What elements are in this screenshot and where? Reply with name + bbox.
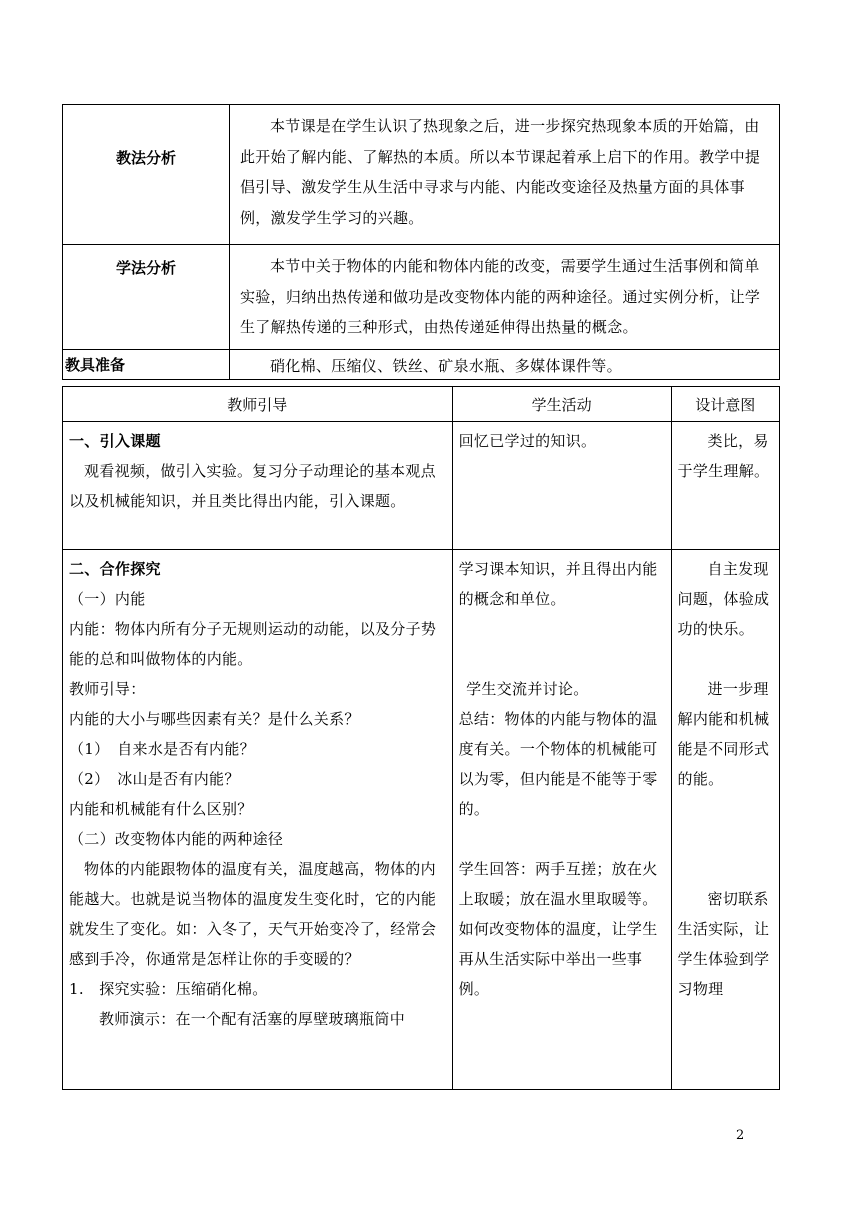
- explore-student-cell: [452, 550, 671, 1090]
- header-student-activity: 学生活动: [452, 387, 671, 422]
- lesson-analysis-table: [62, 104, 780, 380]
- intro-intent-cell: [671, 422, 779, 550]
- teaching-method-content: 本节课是在学生认识了热现象之后，进一步探究热现象本质的开始篇，由此开始了解内能、了解热的本质。所以本节课起着承上启下的作用。教学中提倡引导、激发学生从生活中寻求与内能、内能改变途径及热量方面的具体事例，激发学生学习的兴趣。: [230, 105, 780, 245]
- section-internal-energy: （一）内能: [69, 590, 146, 608]
- teacher-demo-text: 教师演示：在一个配有活塞的厚壁玻璃瓶筒中: [99, 1010, 406, 1028]
- teaching-aids-label: 教具准备: [63, 349, 230, 379]
- intent-3: 密切联系生活实际，让学生体验到学习物理: [677, 890, 770, 998]
- student-activity-4: 学生回答：两手互搓；放在火上取暖；放在温水里取暖等。: [458, 860, 658, 908]
- intro-body: 观看视频，做引入实验。复习分子动理论的基本观点以及机械能知识，并且类比得出内能，引入课题。: [69, 462, 436, 510]
- learning-method-label: 学法分析: [63, 245, 230, 350]
- intent-2: 进一步理解内能和机械能是不同形式的能。: [677, 680, 770, 788]
- lesson-process-table: [62, 386, 780, 1090]
- question-1: （1） 自来水是否有内能？: [69, 740, 255, 758]
- student-activity-1: 学习课本知识，并且得出内能的概念和单位。: [458, 560, 658, 608]
- change-ways-paragraph: 物体的内能跟物体的温度有关，温度越高，物体的内能越大。也就是说当物体的温度发生变化时，它的内能就发生了变化。如：入冬了，天气开始变冷了，经常会感到手冷，你通常是怎样让你的手变暖的？: [69, 860, 437, 968]
- intro-row: [63, 422, 780, 550]
- explore-title: 二、合作探究: [69, 560, 161, 578]
- learning-method-row: [63, 245, 780, 350]
- teaching-aids-row: [63, 349, 780, 379]
- section-change-ways: （二）改变物体内能的两种途径: [69, 830, 284, 848]
- student-activity-2: 学生交流并讨论。: [466, 680, 589, 698]
- question-2: （2） 冰山是否有内能？: [69, 770, 240, 788]
- intent-1: 自主发现问题，体验成功的快乐。: [677, 560, 770, 638]
- teaching-aids-content: 硝化棉、压缩仪、铁丝、矿泉水瓶、多媒体课件等。: [230, 349, 780, 379]
- explore-row: [63, 550, 780, 1090]
- intro-student-text: 回忆已学过的知识。: [458, 432, 597, 450]
- student-activity-5: 如何改变物体的温度，让学生再从生活实际中举出一些事例。: [458, 920, 658, 998]
- learning-method-content: 本节中关于物体的内能和物体内能的改变，需要学生通过生活事例和简单实验，归纳出热传递和做功是改变物体内能的两种途径。通过实例分析，让学生了解热传递的三种形式，由热传递延伸得出热量的概念。: [230, 245, 780, 350]
- teaching-method-label: 教法分析: [63, 105, 230, 245]
- teacher-guide-label: 教师引导：: [69, 680, 146, 698]
- process-header-row: [63, 387, 780, 422]
- explore-intent-cell: [671, 550, 779, 1090]
- question-main: 内能的大小与哪些因素有关？是什么关系？: [69, 710, 360, 728]
- explore-teacher-cell: [63, 550, 453, 1090]
- internal-energy-definition: 内能：物体内所有分子无规则运动的动能，以及分子势能的总和叫做物体的内能。: [69, 620, 437, 668]
- header-design-intent: 设计意图: [671, 387, 779, 422]
- intro-title: 一、引入课题: [69, 432, 161, 450]
- experiment-title: 1. 探究实验：压缩硝化棉。: [69, 980, 268, 998]
- question-3: 内能和机械能有什么区别？: [69, 800, 253, 818]
- intro-teacher-cell: [63, 422, 453, 550]
- header-teacher-guide: 教师引导: [63, 387, 453, 422]
- page-number: 2: [736, 1128, 745, 1143]
- intro-intent-text: 类比，易于学生理解。: [677, 432, 770, 480]
- teaching-method-row: [63, 105, 780, 245]
- intro-student-cell: [452, 422, 671, 550]
- student-activity-3: 总结：物体的内能与物体的温度有关。一个物体的机械能可以为零，但内能是不能等于零的。: [458, 710, 658, 818]
